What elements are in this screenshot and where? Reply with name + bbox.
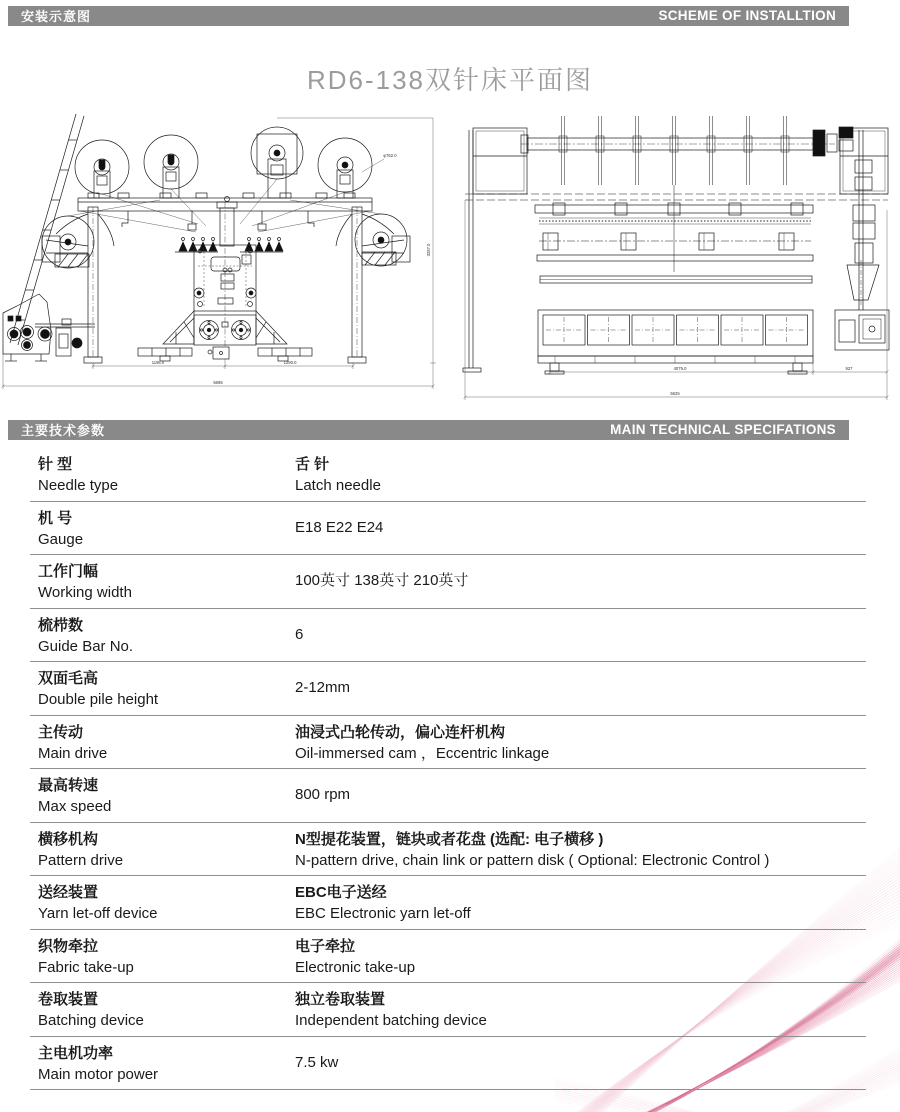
dim-label-span1: 4075.0 bbox=[673, 366, 687, 371]
spec-label-en: Guide Bar No. bbox=[38, 637, 134, 655]
spec-label-en: Needle type bbox=[38, 477, 119, 494]
spec-label-en: Yarn let-off device bbox=[38, 905, 158, 922]
spec-value: 100英寸 138英寸 210英寸 bbox=[295, 572, 469, 590]
spec-row-gauge bbox=[30, 502, 866, 556]
spec-value: 2-12mm bbox=[295, 679, 351, 697]
spec-label-zh: 双面毛高 bbox=[38, 670, 99, 687]
drawing-title: RD6-138双针床平面图 bbox=[306, 65, 594, 95]
spec-label-en: Double pile height bbox=[38, 691, 159, 708]
dim-label-total: 5695 bbox=[213, 380, 223, 385]
spec-label-zh: 卷取装置 bbox=[38, 991, 99, 1008]
spec-label-en: Working width bbox=[38, 584, 132, 601]
specs-table bbox=[30, 448, 866, 1090]
spec-value-zh: 电子牵拉 bbox=[295, 937, 356, 955]
spec-row-batching bbox=[30, 983, 866, 1037]
dim-label-diameter: φ762.0 bbox=[383, 153, 397, 158]
spec-row-main-drive bbox=[30, 716, 866, 770]
spec-value-en: N-pattern drive, chain link or pattern disk ( Optional: Electronic Control ) bbox=[295, 851, 770, 869]
spec-row-needle-type bbox=[30, 448, 866, 502]
spec-row-guide-bar bbox=[30, 609, 866, 663]
spec-label-zh: 梳栉数 bbox=[38, 616, 84, 634]
spec-value: E18 E22 E24 bbox=[295, 518, 384, 536]
spec-value-en: EBC Electronic yarn let-off bbox=[295, 905, 471, 922]
spec-value-zh: 独立卷取装置 bbox=[295, 991, 386, 1008]
spec-label-en: Batching device bbox=[38, 1012, 144, 1029]
spec-value-zh: N型提花装置，链块或者花盘 (选配: 电子横移 ) bbox=[295, 830, 604, 848]
spec-value-en: Electronic take-up bbox=[295, 958, 416, 976]
machine-end-view-drawing bbox=[0, 110, 450, 410]
specs-header-bar bbox=[8, 420, 849, 440]
specs-header-zh: 主要技术参数 bbox=[21, 422, 106, 438]
machine-front-view-drawing bbox=[455, 110, 900, 410]
spec-value-en: Independent batching device bbox=[295, 1012, 487, 1029]
spec-value: 6 bbox=[295, 625, 304, 643]
spec-value-en: Latch needle bbox=[295, 477, 381, 494]
dim-label-span1: 1195.0 bbox=[151, 360, 165, 365]
spec-row-fabric-takeup bbox=[30, 930, 866, 984]
spec-value-zh: 油浸式凸轮传动，偏心连杆机构 bbox=[295, 723, 506, 741]
spec-row-motor-power bbox=[30, 1037, 866, 1091]
spec-label-zh: 针 型 bbox=[38, 456, 73, 473]
spec-value: 7.5 kw bbox=[295, 1053, 339, 1071]
spec-label-zh: 横移机构 bbox=[38, 830, 99, 848]
spec-label-en: Max speed bbox=[38, 798, 112, 815]
spec-value-zh: EBC电子送经 bbox=[295, 884, 387, 901]
scheme-header-en: SCHEME OF INSTALLTION bbox=[658, 8, 836, 23]
spec-label-zh: 主传动 bbox=[38, 723, 84, 741]
spec-row-pile-height bbox=[30, 662, 866, 716]
spec-label-en: Gauge bbox=[38, 530, 84, 548]
spec-value-en: Oil-immersed cam ，Eccentric linkage bbox=[295, 744, 550, 762]
spec-value-zh: 舌 针 bbox=[295, 456, 330, 473]
spec-value: 800 rpm bbox=[295, 786, 351, 804]
spec-label-en: Main drive bbox=[38, 744, 108, 762]
dim-label-height: 3287.0 bbox=[426, 243, 431, 257]
spec-label-en: Fabric take-up bbox=[38, 958, 134, 976]
spec-label-en: Main motor power bbox=[38, 1065, 159, 1083]
dim-label-span2: 927 bbox=[845, 366, 853, 371]
spec-row-yarn-letoff bbox=[30, 876, 866, 930]
scheme-header-zh: 安装示意图 bbox=[21, 8, 92, 24]
spec-label-en: Pattern drive bbox=[38, 851, 124, 869]
dim-label-span2: 1290.0 bbox=[283, 360, 297, 365]
spec-label-zh: 织物牵拉 bbox=[38, 937, 99, 955]
specs-header-en: MAIN TECHNICAL SPECIFATIONS bbox=[610, 422, 836, 437]
spec-label-zh: 机 号 bbox=[38, 509, 73, 527]
spec-row-pattern-drive bbox=[30, 823, 866, 877]
scheme-header-bar bbox=[8, 6, 849, 26]
spec-row-working-width bbox=[30, 555, 866, 609]
spec-label-zh: 主电机功率 bbox=[38, 1044, 114, 1062]
spec-row-max-speed bbox=[30, 769, 866, 823]
dim-label-total: 5625 bbox=[670, 391, 680, 396]
spec-label-zh: 送经装置 bbox=[38, 884, 99, 901]
spec-label-zh: 最高转速 bbox=[38, 777, 99, 794]
spec-label-zh: 工作门幅 bbox=[38, 563, 99, 580]
